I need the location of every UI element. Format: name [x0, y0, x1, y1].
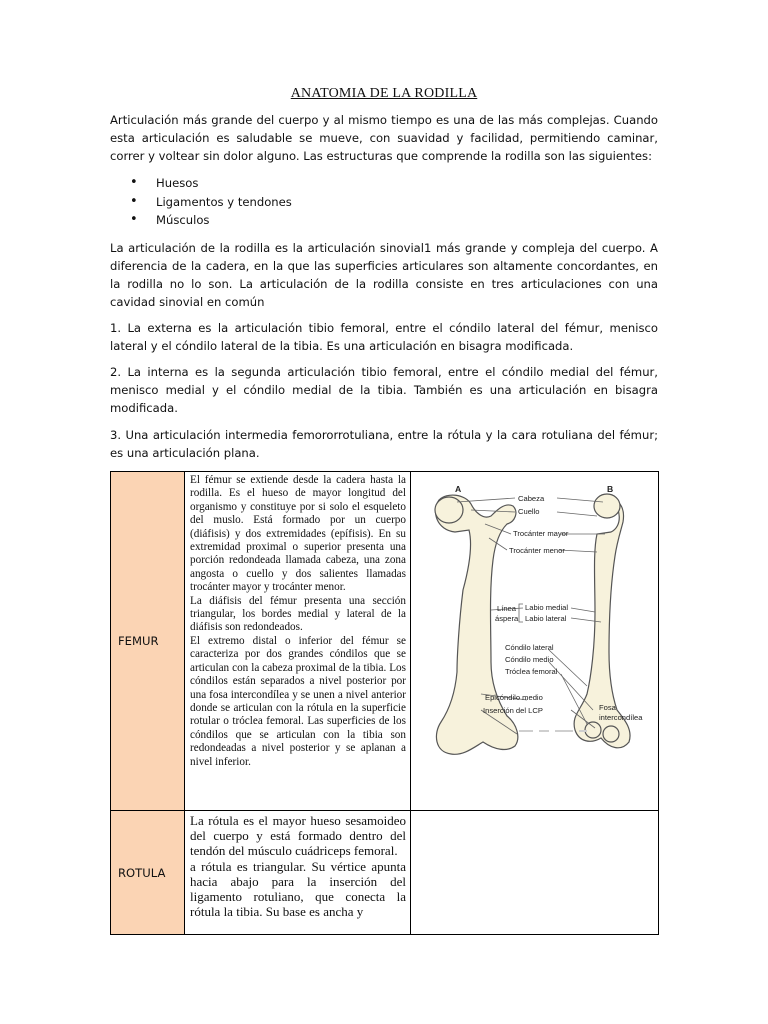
label-epicondilo: Epicóndilo medio: [485, 693, 543, 702]
femur-text-1: El fémur se extiende desde la cadera hasta la rodilla. Es el hueso de mayor longitud del organismo y constituye por si solo el esqueleto del muslo. Está formado por un cuerpo (diáfisis) y dos extremidades (epífisis). En su extremidad proximal o superior presenta una porción redondeada llamada cabeza, una zona angosta o cuello y dos salientes llamadas trocánter mayor y trocánter menor.: [190, 474, 406, 594]
label-condilo-medio: Cóndilo medio: [505, 655, 554, 664]
table-row-rotula: [111, 811, 659, 935]
list-item: • Músculos: [110, 211, 658, 230]
label-trocanter-menor: Trocánter menor: [509, 546, 565, 555]
label-linea: Línea: [497, 604, 517, 613]
table-row-femur: [111, 472, 659, 811]
label-aspera: áspera: [495, 614, 519, 623]
intro-paragraph: Articulación más grande del cuerpo y al mismo tiempo es una de las más complejas. Cuando esta articulación es saludable se mueve, con suavidad y facilidad, permitiendo caminar, correr y voltear sin dolor alguno. Las estructuras que comprende la rodilla son las siguientes:: [110, 113, 658, 163]
rotula-description: [185, 811, 411, 935]
femur-label: FEMUR: [111, 472, 185, 811]
linea-aspera-bracket: [519, 604, 523, 622]
label-intercondilea: intercondílea: [599, 713, 643, 722]
label-labio-medial: Labio medial: [525, 603, 569, 612]
rotula-text-2: a rótula es triangular. Su vértice apunta hacia abajo para la inserción del ligamento rotuliano, que conecta la rótula la tibia. Su base es ancha y: [190, 858, 406, 920]
label-condilo-lateral: Cóndilo lateral: [505, 643, 554, 652]
figure-label-b: B: [607, 484, 614, 494]
femur-figure-cell: [411, 472, 659, 811]
page-title: ANATOMIA DE LA RODILLA: [290, 86, 478, 101]
label-trocanter-mayor: Trocánter mayor: [513, 529, 569, 538]
femur-diagram: [411, 472, 659, 810]
label-cuello: Cuello: [518, 507, 540, 516]
articulation-item-2: 2. La interna es la segunda articulación tibio femoral, entre el cóndilo medial del fémur, menisco medial y el cóndilo medial de la tibia. También es una articulación en bisagra modificada.: [110, 365, 658, 415]
list-item: • Huesos: [110, 174, 658, 193]
femur-text-2: La diáfisis del fémur presenta una sección triangular, los bordes medial y lateral de la diáfisis son redondeados.: [190, 594, 406, 634]
label-insercion: Inserción del LCP: [483, 706, 543, 715]
list-item: • Ligamentos y tendones: [110, 193, 658, 212]
label-troclea: Tróclea femoral: [505, 667, 558, 676]
label-fosa: Fosa: [599, 703, 616, 712]
rotula-text-1: La rótula es el mayor hueso sesamoideo del cuerpo y está formado dentro del tendón del músculo cuádriceps femoral.: [190, 813, 406, 859]
sinovial-paragraph: La articulación de la rodilla es la articulación sinovial1 más grande y compleja del cuerpo. A diferencia de la cadera, en la que las superficies articulares son altamente concordantes, en la rodilla no lo son. La articulación de la rodilla consiste en tres articulaciones con una cavidad sinovial en común: [110, 241, 658, 309]
articulation-item-1: 1. La externa es la articulación tibio femoral, entre el cóndilo lateral del fémur, menisco lateral y el cóndilo lateral de la tibia. Es una articulación en bisagra modificada.: [110, 321, 658, 353]
femur-bone-a: [435, 495, 518, 754]
structures-list: [110, 174, 658, 230]
articulation-item-3: 3. Una articulación intermedia femororrotuliana, entre la rótula y la cara rotuliana del fémur; es una articulación plana.: [110, 428, 658, 460]
label-labio-lateral: Labio lateral: [525, 614, 567, 623]
label-cabeza: Cabeza: [518, 494, 545, 503]
femur-text-3: El extremo distal o inferior del fémur se caracteriza por dos grandes cóndilos que se articulan con la cabeza proximal de la tibia. Los cóndilos están separados a nivel posterior por una fosa intercondílea y se unen a nivel anterior donde se articulan con la rótula en la superficie rotular o tróclea femoral. Las superficies de los cóndilos que se articulan con la tibia son redondeadas a nivel posterior y se aplanan a nivel inferior.: [190, 634, 406, 768]
rotula-label: ROTULA: [111, 811, 185, 935]
anatomy-table: [110, 471, 659, 935]
figure-label-a: A: [455, 484, 462, 494]
femur-description: [185, 472, 411, 811]
rotula-figure-cell: [411, 811, 659, 935]
